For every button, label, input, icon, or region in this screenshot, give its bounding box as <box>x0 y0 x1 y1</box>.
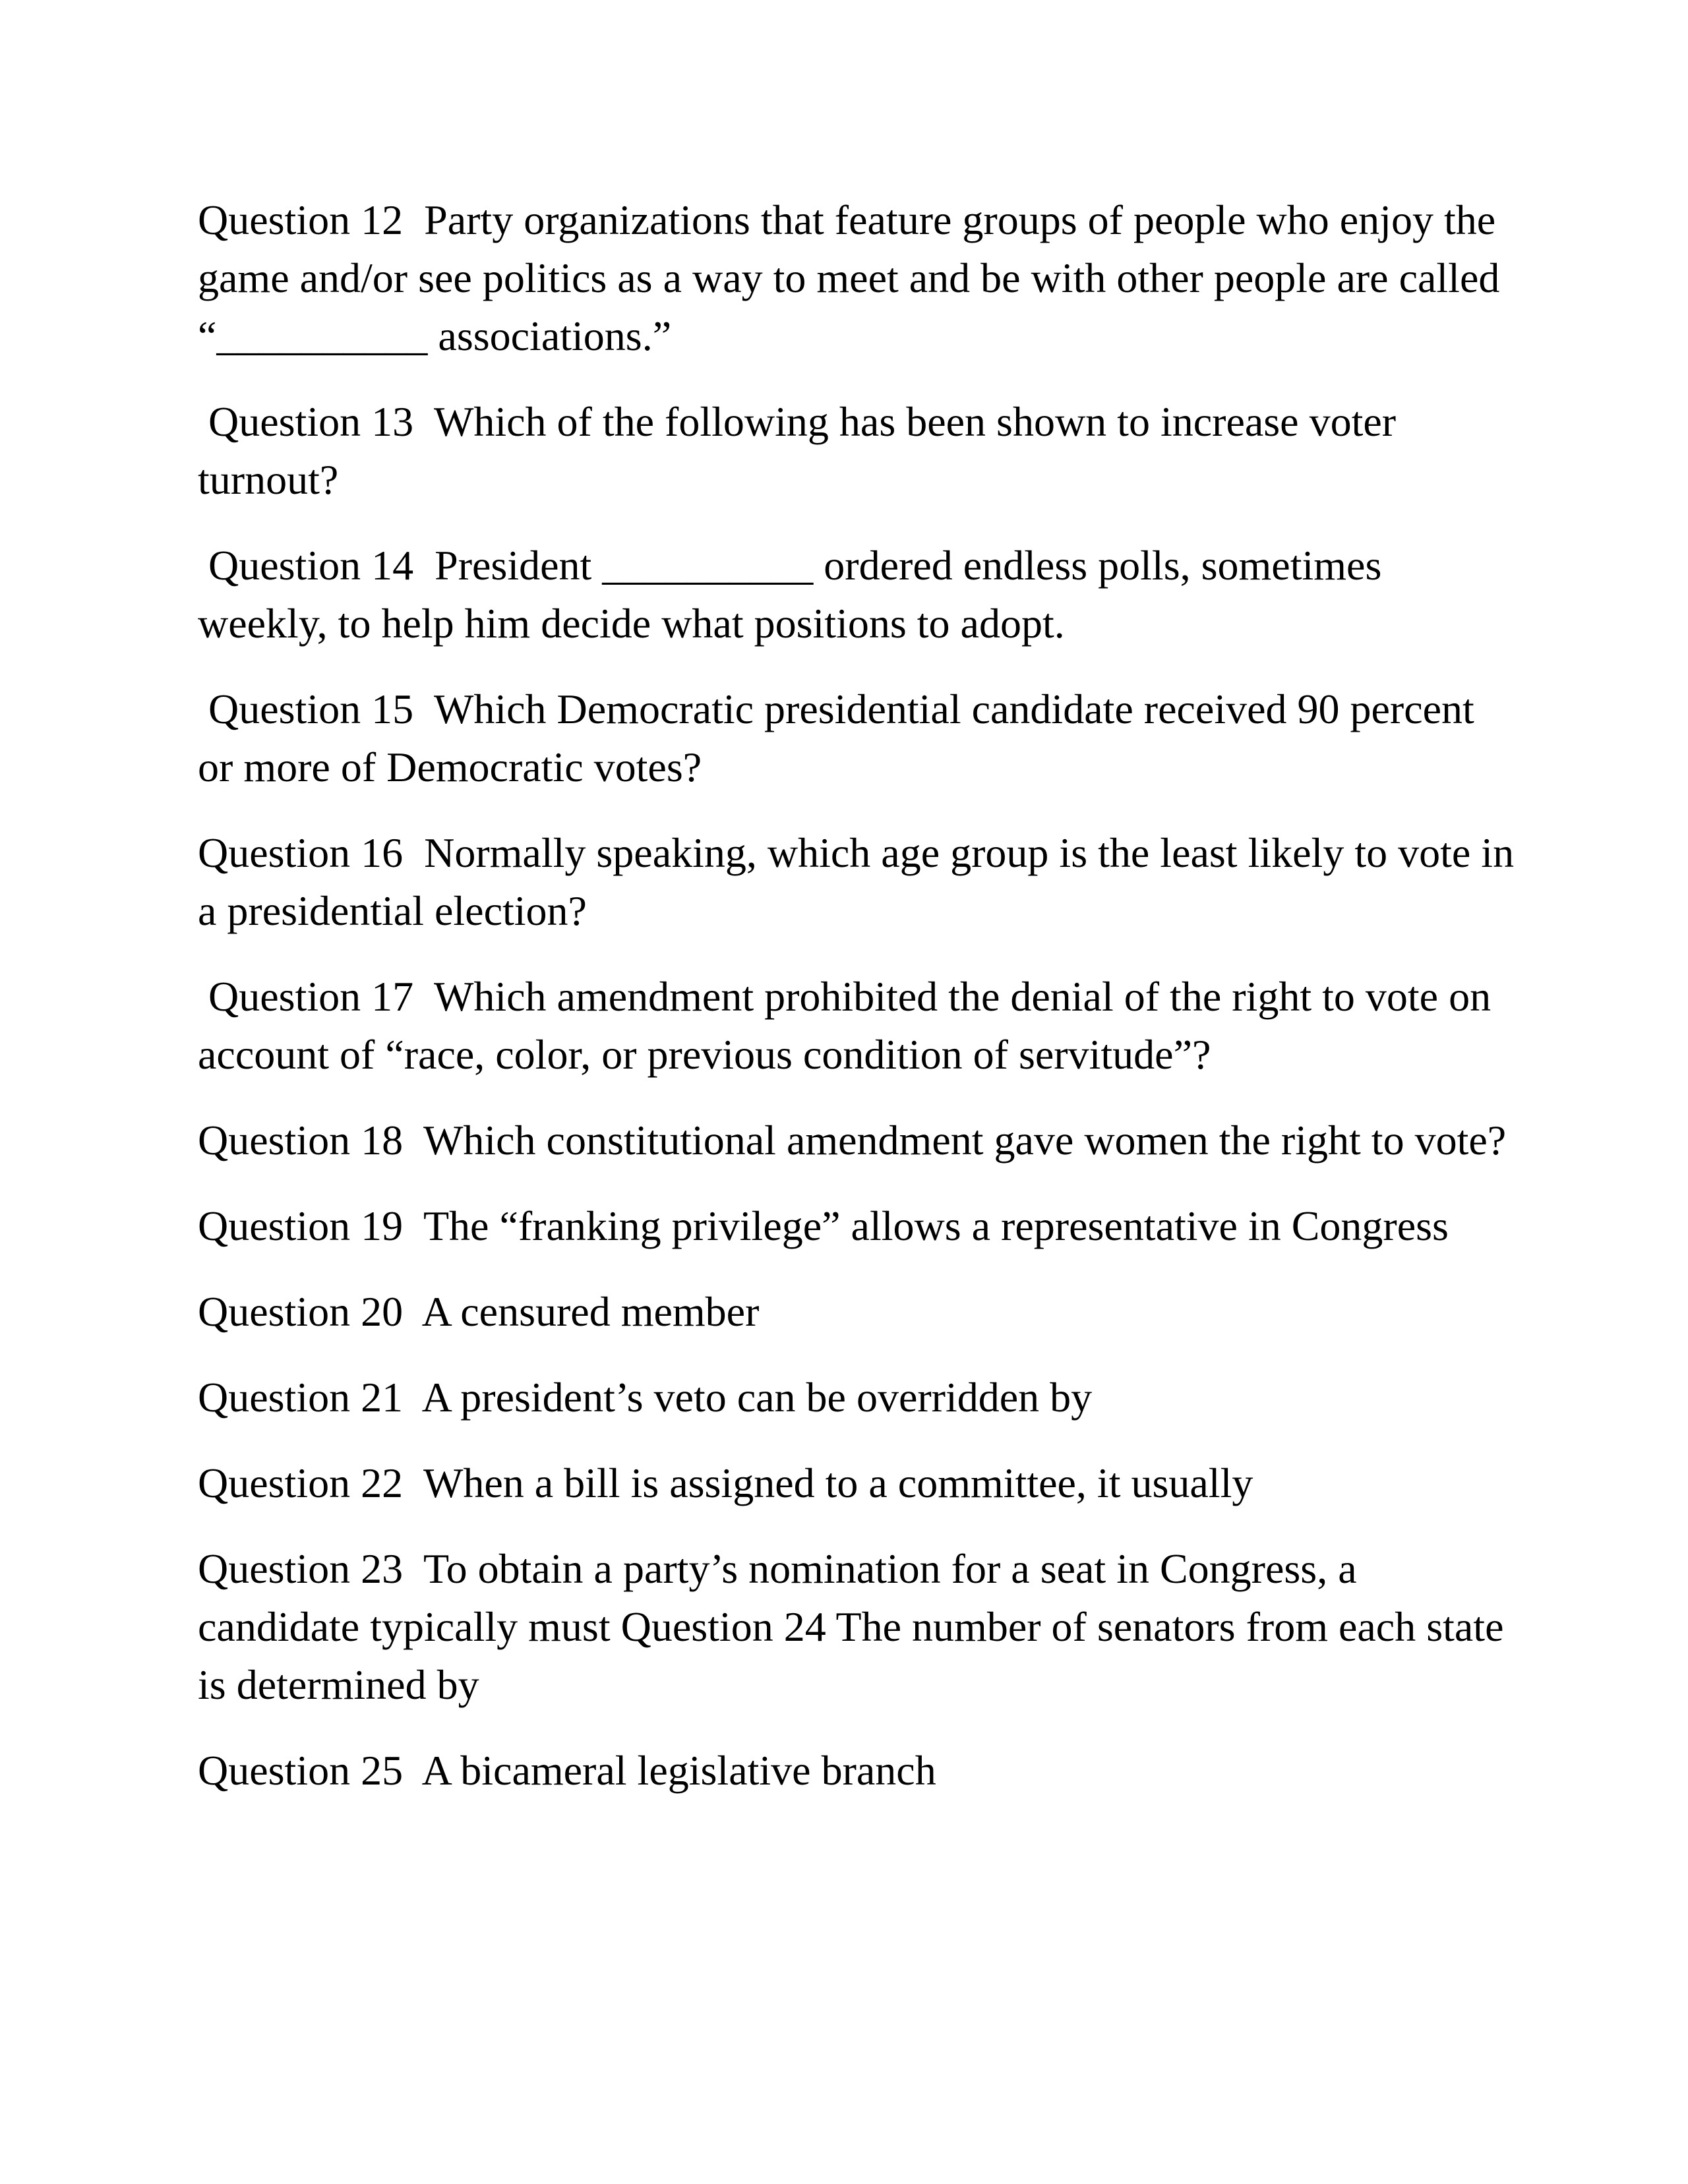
question-number: Question 16 <box>198 829 404 876</box>
question-17 <box>198 968 1517 1084</box>
question-text: The “franking privilege” allows a representative in Congress <box>423 1202 1449 1249</box>
question-text: Which of the following has been shown to increase voter turnout? <box>198 398 1397 503</box>
question-number: Question 22 <box>198 1460 404 1506</box>
question-18 <box>198 1111 1517 1169</box>
question-text: A bicameral legislative branch <box>421 1747 936 1794</box>
question-22 <box>198 1454 1517 1512</box>
question-number: Question 14 <box>208 542 414 589</box>
question-number: Question 15 <box>208 686 414 732</box>
question-number: Question 13 <box>208 398 414 445</box>
question-15 <box>198 680 1517 796</box>
question-text: Party organizations that feature groups of people who enjoy the game and/or see politics as a way to meet and be with other people are called “__________ associations.” <box>198 196 1500 359</box>
question-text: To obtain a party’s nomination for a seat in Congress, a candidate typically must Question 24 The number of senators from each state is determined by <box>198 1545 1504 1708</box>
question-text: A censured member <box>421 1288 760 1335</box>
question-text: Normally speaking, which age group is the least likely to vote in a presidential election? <box>198 829 1515 934</box>
question-text: When a bill is assigned to a committee, it usually <box>423 1460 1253 1506</box>
question-number: Question 20 <box>198 1288 404 1335</box>
question-number: Question 18 <box>198 1117 404 1164</box>
question-19 <box>198 1197 1517 1255</box>
question-14 <box>198 537 1517 653</box>
question-12 <box>198 191 1517 365</box>
question-number: Question 19 <box>198 1202 404 1249</box>
question-list <box>198 191 1517 1827</box>
question-number: Question 21 <box>198 1374 404 1421</box>
question-text: Which Democratic presidential candidate received 90 percent or more of Democratic votes? <box>198 686 1474 790</box>
question-13 <box>198 393 1517 509</box>
question-text: President __________ ordered endless polls, sometimes weekly, to help him decide what positions to adopt. <box>198 542 1382 647</box>
question-20 <box>198 1283 1517 1341</box>
question-number: Question 17 <box>208 973 414 1020</box>
question-16 <box>198 824 1517 940</box>
question-number: Question 25 <box>198 1747 404 1794</box>
question-text: A president’s veto can be overridden by <box>421 1374 1093 1421</box>
question-21 <box>198 1369 1517 1427</box>
question-25 <box>198 1742 1517 1800</box>
question-number: Question 12 <box>198 196 404 243</box>
question-number: Question 23 <box>198 1545 404 1592</box>
question-23 <box>198 1540 1517 1714</box>
question-text: Which amendment prohibited the denial of the right to vote on account of “race, color, or previous condition of servitude”? <box>198 973 1492 1078</box>
question-text: Which constitutional amendment gave women the right to vote? <box>423 1117 1507 1164</box>
